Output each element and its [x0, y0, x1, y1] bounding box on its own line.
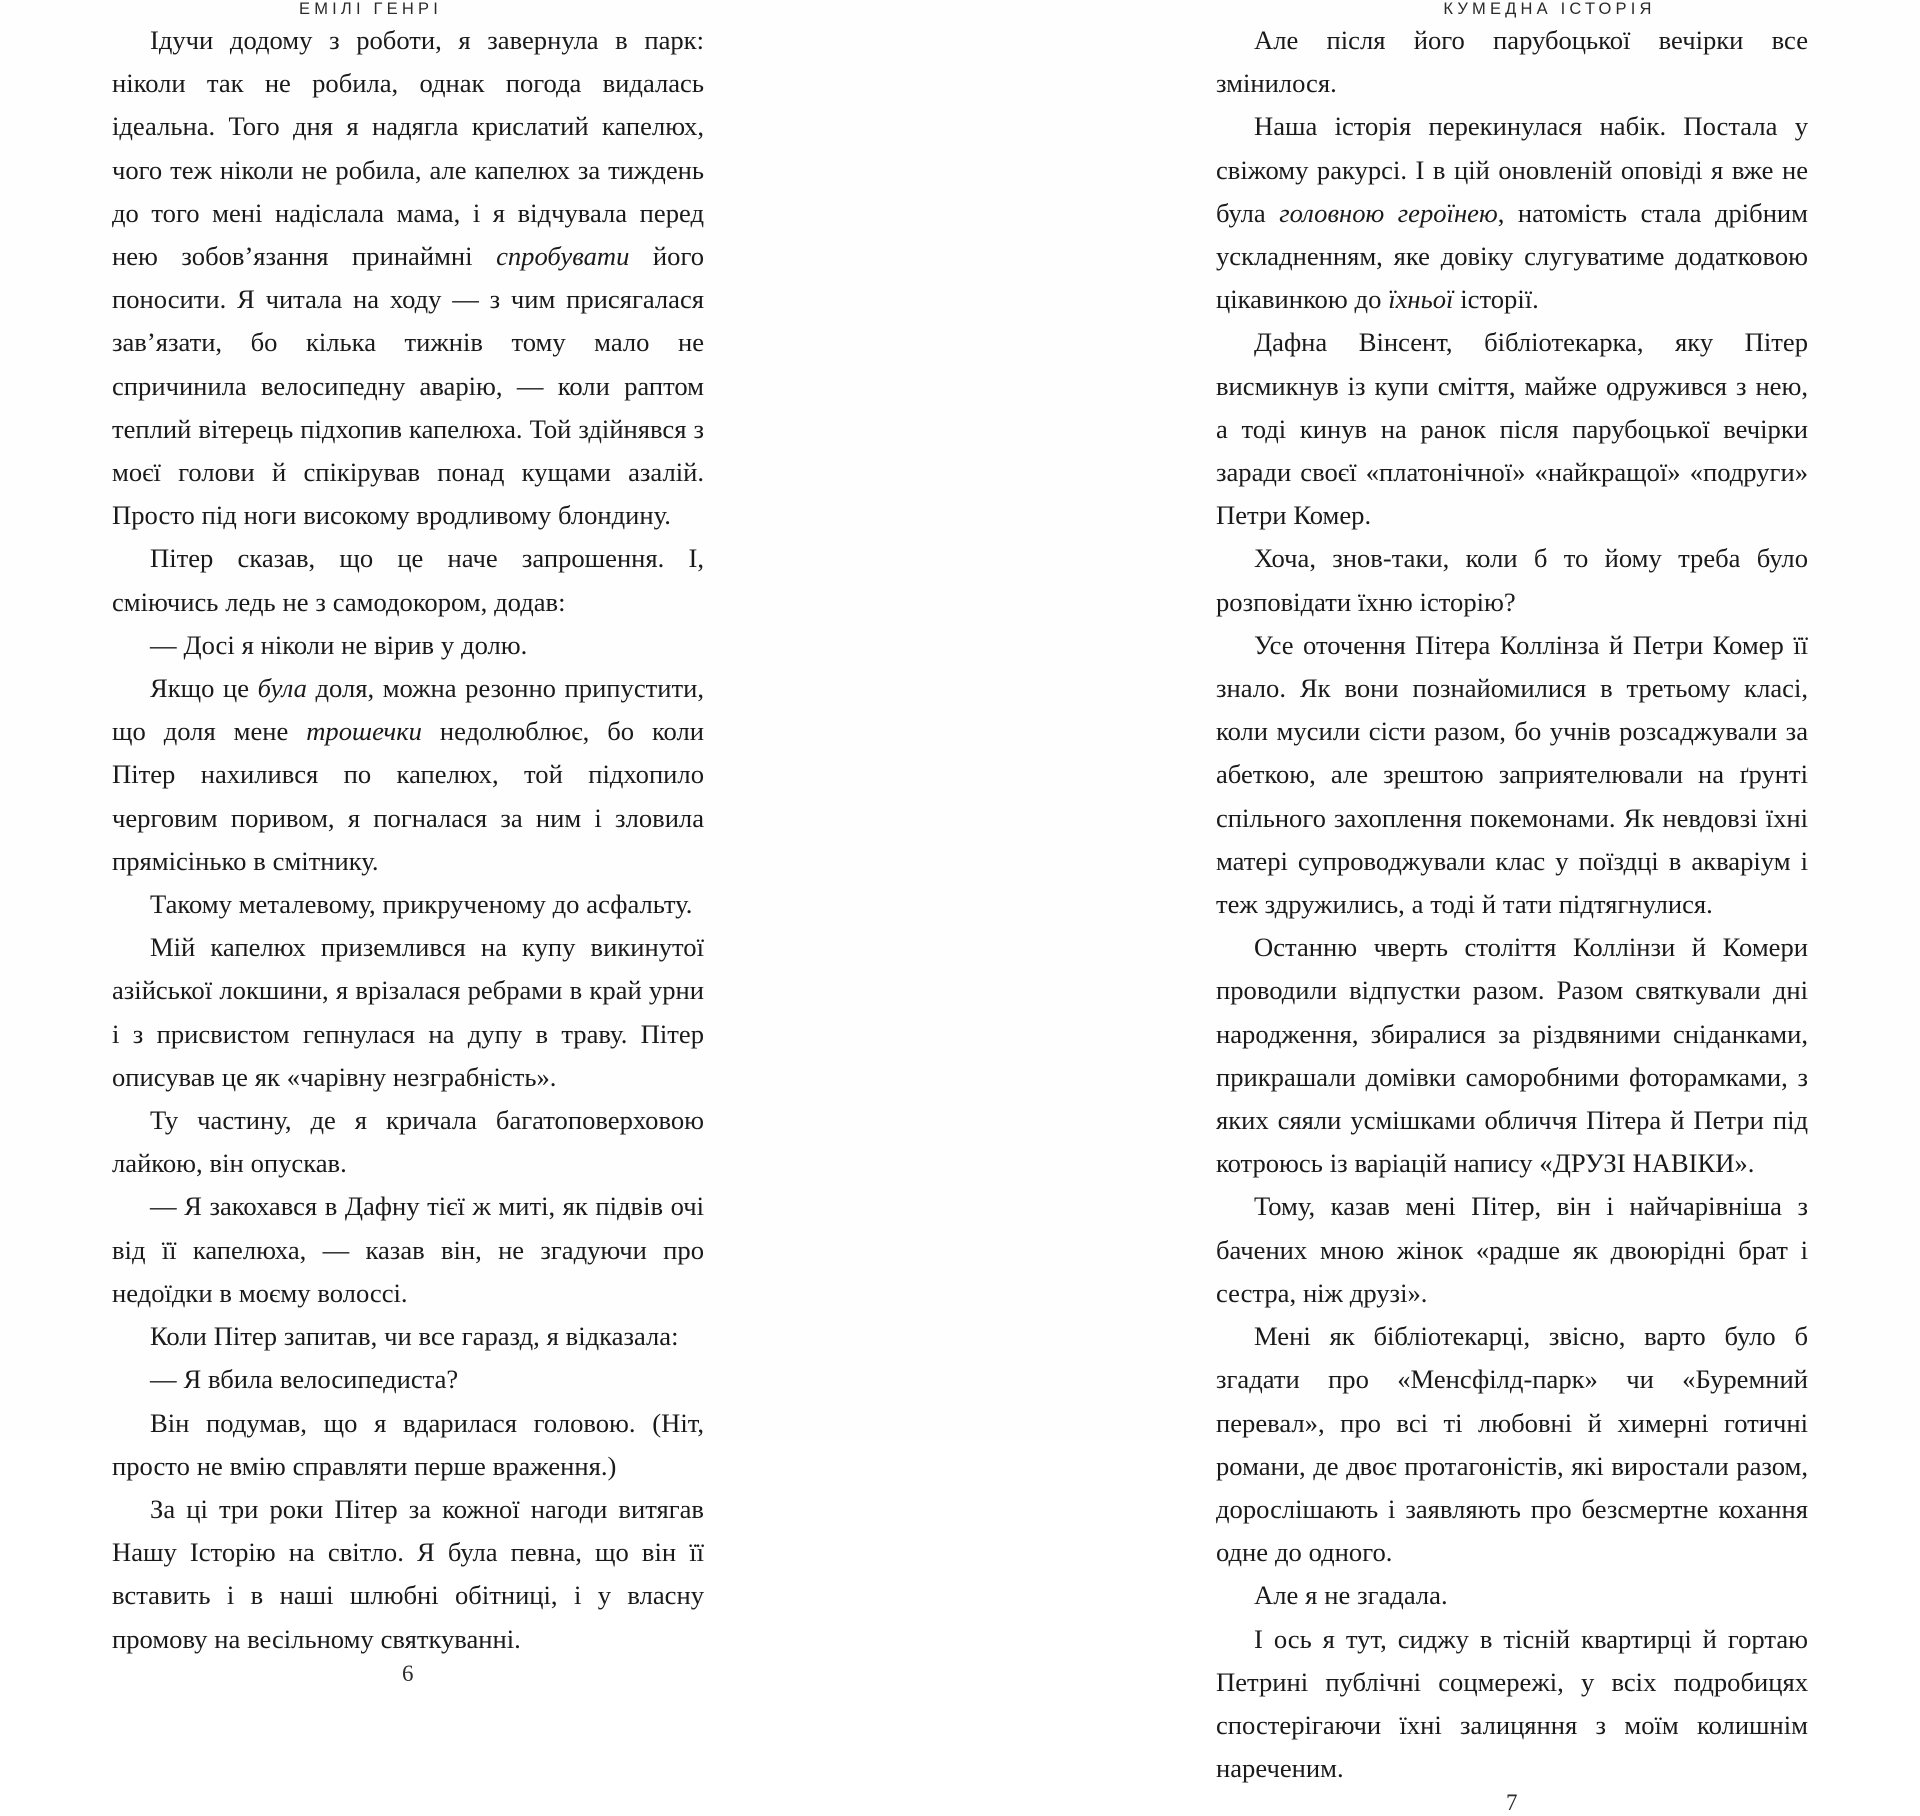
body-text: — Я закохався в Дафну тієї ж миті, як підвів очі від її капелюха, — казав він, не згадуючи про недоїдки в моєму волоссі.: [112, 1191, 704, 1308]
left-running-head: ЕМІЛІ ГЕНРІ: [299, 0, 442, 18]
body-text: Але я не згадала.: [1254, 1580, 1448, 1611]
paragraph: [112, 1488, 704, 1661]
body-text: його поносити. Я читала на ходу — з чим присягалася зав’язати, бо кілька тижнів тому мало не спричинила велосипедну аварію, — коли раптом теплий вітерець підхопив капелюха. Той здійнявся з моєї голови й спікірував понад кущами азалій. Просто під ноги високому вродливому блондину.: [112, 241, 704, 531]
paragraph: [112, 926, 704, 1099]
body-text: Мені як бібліотекарці, звісно, варто було б згадати про «Менсфілд-парк» чи «Буремний перевал», про всі ті любовні й химерні готичні романи, де двоє протагоністів, які виростали разом, дорослішають і заявляють про безсмертне кохання одне до одного.: [1216, 1321, 1808, 1568]
emphasis-text: головною героїнею: [1279, 197, 1498, 228]
paragraph: [112, 1315, 704, 1358]
body-text: історії.: [1453, 284, 1539, 315]
body-text: Ту частину, де я кричала багатоповерховою лайкою, він опускав.: [112, 1105, 704, 1179]
body-text: Мій капелюх приземлився на купу викинутої азійської локшини, я врізалася ребрами в край урни і з присвистом гепнулася на дупу в траву. Пітер описував це як «чарівну незграбність».: [112, 932, 704, 1092]
body-text: Останню чверть століття Коллінзи й Комери проводили відпустки разом. Разом святкували дні народження, збиралися за різдвяними сніданками, прикрашали домівки саморобними фоторамками, з яких сяяли усмішками обличчя Пітера й Петри під котроюсь із варіацій напису «ДРУЗІ НАВІКИ».: [1216, 932, 1808, 1179]
left-paragraph-list: [112, 19, 704, 1661]
left-page-number: 6: [402, 1660, 414, 1686]
body-text: Наша історія перекинулася набік. Постала у свіжому ракурсі. І в цій оновленій оповіді я вже не була: [1216, 111, 1808, 228]
body-text: Такому металевому, прикрученому до асфальту.: [150, 889, 693, 920]
body-text: Дафна Вінсент, бібліотекарка, яку Пітер висмикнув із купи сміття, майже одружився з нею, а тоді кинув на ранок після парубоцької вечірки заради своєї «платонічної» «найкращої» «подруги» Петри Комер.: [1216, 327, 1808, 531]
paragraph: [112, 19, 704, 537]
paragraph: [1216, 1574, 1808, 1617]
emphasis-text: їхньої: [1388, 284, 1454, 315]
body-text: доля, можна резонно припустити, що доля мене: [112, 673, 704, 747]
body-text: Тому, казав мені Пітер, він і найчарівніша з бачених мною жінок «радше як двоюрідні брат і сестра, ніж друзі».: [1216, 1191, 1808, 1308]
body-text: Ідучи додому з роботи, я завернула в парк: ніколи так не робила, однак погода видалась ідеальна. Того дня я надягла крислатий капелюх, чого теж ніколи не робила, але капелюх за тиждень до того мені надіслала мама, і я відчувала перед нею зобов’язання принаймні: [112, 25, 704, 272]
paragraph: [1216, 1618, 1808, 1791]
body-text: Якщо це: [150, 673, 258, 704]
body-text: Хоча, знов-таки, коли б то йому треба було розповідати їхню історію?: [1216, 543, 1808, 617]
paragraph: [1216, 624, 1808, 926]
right-page-number: 7: [1506, 1790, 1518, 1816]
left-page: [0, 0, 960, 1686]
paragraph: [1216, 19, 1808, 105]
body-text: Коли Пітер запитав, чи все гаразд, я відказала:: [150, 1321, 679, 1352]
body-text: За ці три роки Пітер за кожної нагоди витягав Нашу Історію на світло. Я була певна, що він її вставить і в наші шлюбні обітниці, і у власну промову на весільному святкуванні.: [112, 1493, 704, 1654]
paragraph: [112, 667, 704, 883]
body-text: І ось я тут, сиджу в тісній квартирці й гортаю Петрині публічні соцмережі, у всіх подробицях спостерігаючи їхні залицяння з моїм колишнім нареченим.: [1216, 1623, 1808, 1784]
left-text-column: [0, 19, 704, 1661]
paragraph: [1216, 537, 1808, 623]
right-running-head: КУМЕДНА ІСТОРІЯ: [1443, 0, 1656, 18]
emphasis-text: була: [257, 673, 307, 704]
emphasis-text: трошечки: [306, 716, 422, 747]
body-text: — Досі я ніколи не вірив у долю.: [150, 629, 528, 660]
paragraph: [112, 1185, 704, 1315]
body-text: , натомість стала дрібним ускладненням, яке довіку слугуватиме додатковою цікавинкою до: [1216, 197, 1808, 315]
body-text: недолюблює, бо коли Пітер нахилився по капелюх, той підхопило черговим поривом, я погналася за ним і зловила прямісінько в смітнику.: [112, 716, 704, 876]
paragraph: [112, 883, 704, 926]
body-text: Усе оточення Пітера Коллінза й Петри Комер її знало. Як вони познайомилися в третьому класі, коли мусили сісти разом, бо учнів розсаджували за абеткою, але зрештою заприятелювали на ґрунті спільного захоплення покемонами. Як невдовзі їхні матері супроводжували клас у поїздці в акваріум і теж здружились, а тоді й тати підтягнулися.: [1216, 629, 1808, 920]
right-text-column: [1216, 19, 1808, 1790]
paragraph: [1216, 105, 1808, 321]
paragraph: [112, 1402, 704, 1488]
paragraph: [1216, 926, 1808, 1185]
paragraph: [1216, 321, 1808, 537]
paragraph: [112, 1358, 704, 1401]
body-text: — Я вбила велосипедиста?: [150, 1364, 459, 1395]
paragraph: [112, 624, 704, 667]
paragraph: [112, 537, 704, 623]
paragraph: [1216, 1185, 1808, 1315]
body-text: Пітер сказав, що це наче запрошення. І, сміючись ледь не з самодокором, додав:: [112, 543, 704, 617]
right-page: [960, 0, 1920, 1816]
right-paragraph-list: [1216, 19, 1808, 1790]
paragraph: [1216, 1315, 1808, 1574]
paragraph: [112, 1099, 704, 1185]
body-text: Він подумав, що я вдарилася головою. (Ніт, просто не вмію справляти перше враження.): [112, 1407, 704, 1481]
body-text: Але після його парубоцької вечірки все змінилося.: [1216, 25, 1808, 99]
emphasis-text: спробувати: [496, 241, 630, 272]
